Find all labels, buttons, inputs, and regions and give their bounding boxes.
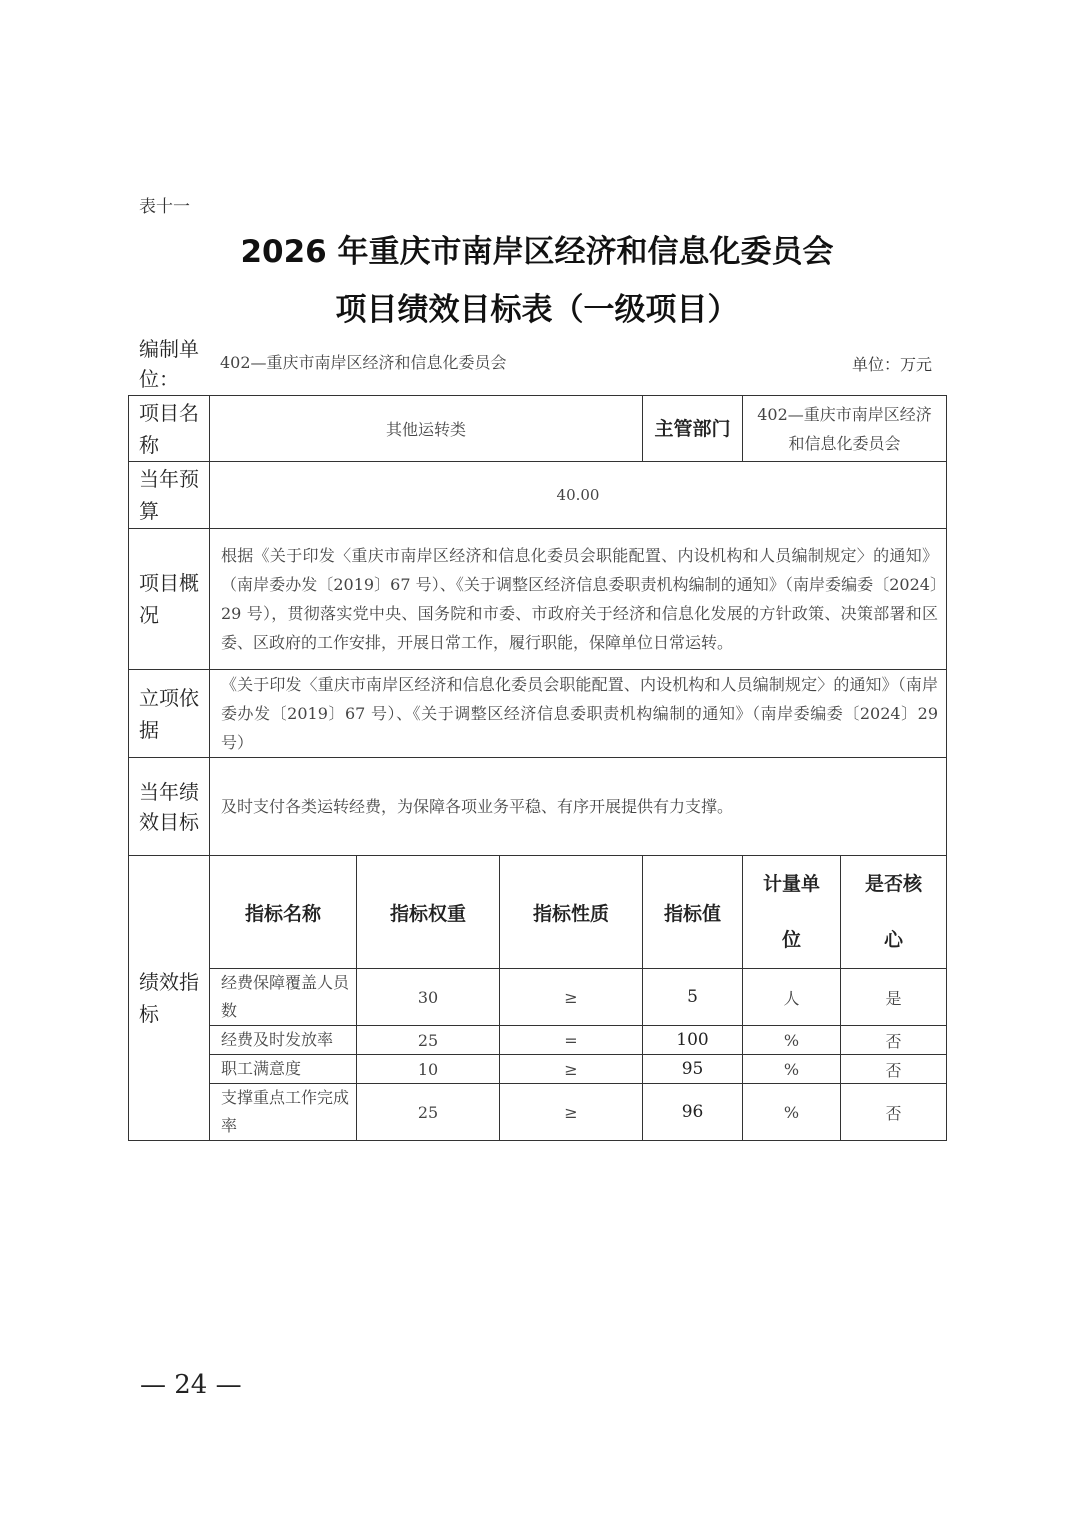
project-name-label: 项目名称 [129,396,210,462]
performance-target-table [128,395,947,1141]
indicator-value: 5 [643,969,743,1026]
basis-label: 立项依据 [129,670,210,758]
indicator-row [129,969,947,1026]
basis-value: 《关于印发〈重庆市南岸区经济和信息化委员会职能配置、内设机构和人员编制规定〉的通知》（南岸委办发〔2019〕67 号）、《关于调整区经济信息委职责机构编制的通知》（南岸委编委〔2024〕29 号） [210,670,947,758]
header-indicator-name: 指标名称 [210,856,357,969]
indicator-core: 否 [841,1026,947,1055]
indicator-name: 职工满意度 [210,1055,357,1084]
goal-value: 及时支付各类运转经费，为保障各项业务平稳、有序开展提供有力支撑。 [210,758,947,856]
prep-unit-label: 编制单位： [139,337,199,391]
overview-label: 项目概况 [129,529,210,670]
indicator-unit: % [743,1084,841,1141]
header-indicator-nature: 指标性质 [500,856,643,969]
indicator-nature: ≥ [500,1055,643,1084]
table-number: 表十一 [139,197,190,217]
indicator-nature: = [500,1026,643,1055]
header-indicator-weight: 指标权重 [357,856,500,969]
indicator-unit: % [743,1026,841,1055]
header-measure-unit: 计量单位 [743,856,841,969]
document-title-line2: 项目绩效目标表（一级项目） [335,292,739,328]
indicator-nature: ≥ [500,1084,643,1141]
page-number: — 24 — [140,1370,242,1400]
indicator-value: 96 [643,1084,743,1141]
indicator-weight: 25 [357,1084,500,1141]
indicator-nature: ≥ [500,969,643,1026]
dept-label: 主管部门 [643,396,743,462]
indicator-name: 支撑重点工作完成率 [210,1084,357,1141]
header-is-core: 是否核心 [841,856,947,969]
indicator-name: 经费保障覆盖人员数 [210,969,357,1026]
indicator-value: 100 [643,1026,743,1055]
dept-value: 402—重庆市南岸区经济和信息化委员会 [743,396,947,462]
budget-value: 40.00 [210,462,947,529]
indicator-unit: 人 [743,969,841,1026]
indicator-row [129,1084,947,1141]
row-budget [129,462,947,529]
indicator-core: 否 [841,1055,947,1084]
row-overview [129,529,947,670]
header-indicator-value: 指标值 [643,856,743,969]
indicator-value: 95 [643,1055,743,1084]
indicator-weight: 10 [357,1055,500,1084]
indicator-core: 是 [841,969,947,1026]
budget-label: 当年预算 [129,462,210,529]
indicator-weight: 30 [357,969,500,1026]
overview-value: 根据《关于印发〈重庆市南岸区经济和信息化委员会职能配置、内设机构和人员编制规定〉的通知》（南岸委办发〔2019〕67 号）、《关于调整区经济信息委职责机构编制的通知》（南岸委编委〔2024〕29 号），贯彻落实党中央、国务院和市委、市政府关于经济和信息化发展的方针政策、决策部署和区委、区政府的工作安排，开展日常工作，履行职能，保障单位日常运转。 [210,529,947,670]
currency-unit: 单位：万元 [852,355,933,374]
project-name-value: 其他运转类 [210,396,643,462]
indicator-row [129,1055,947,1084]
goal-label: 当年绩效目标 [129,758,210,856]
indicator-row [129,1026,947,1055]
indicators-label: 绩效指标 [129,856,210,1141]
prep-unit-value: 402—重庆市南岸区经济和信息化委员会 [220,353,507,372]
row-goal [129,758,947,856]
indicator-header-row [129,856,947,969]
indicator-core: 否 [841,1084,947,1141]
indicator-name: 经费及时发放率 [210,1026,357,1055]
indicator-unit: % [743,1055,841,1084]
document-title-line1: 2026 年重庆市南岸区经济和信息化委员会 [240,234,834,270]
row-basis [129,670,947,758]
row-project-name [129,396,947,462]
indicator-weight: 25 [357,1026,500,1055]
